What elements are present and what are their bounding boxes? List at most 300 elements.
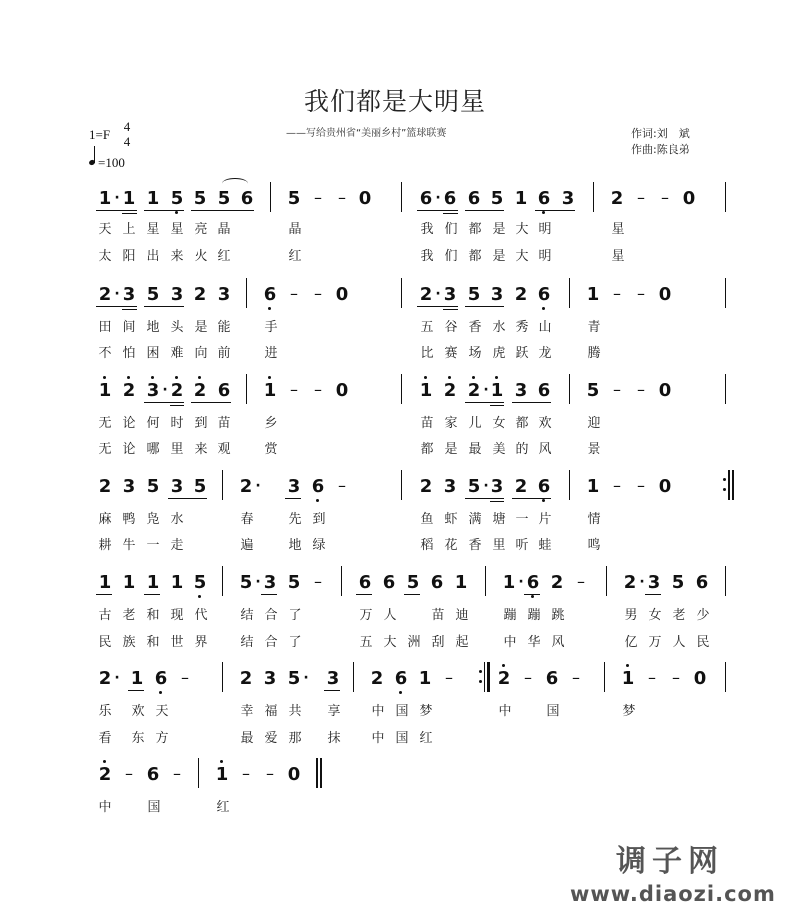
note: 0 [693, 668, 707, 689]
slur-icon [222, 178, 248, 189]
octave-up-dot-icon [268, 376, 271, 379]
lyric-char: 鱼 [420, 512, 434, 527]
key-signature: 1=F [89, 127, 111, 142]
rhythm-underline [417, 210, 458, 211]
song-subtitle: ——写给贵州省“美丽乡村”篮球联赛 [286, 128, 447, 139]
lyric-char: 虾 [444, 512, 458, 527]
rhythm-underline [490, 501, 504, 502]
note: 3 [146, 380, 160, 402]
note: 2 [98, 764, 112, 786]
lyric-char: 红 [419, 731, 433, 746]
rhythm-underline [144, 594, 160, 595]
lyric-char: 花 [444, 538, 458, 553]
note: 6 [537, 188, 551, 210]
lyric-char: 老 [672, 608, 686, 623]
note: 0 [335, 284, 349, 305]
note: 5 [586, 380, 600, 401]
lyric-char: 绿 [312, 538, 326, 553]
note: 2 [193, 284, 207, 305]
note: 2 [193, 380, 207, 402]
lyric-char: 欢 [538, 416, 552, 431]
rhythm-underline [524, 594, 540, 595]
lyric-char: 国 [546, 704, 560, 719]
note: 5 [406, 572, 420, 593]
lyric-char: 红 [217, 249, 231, 264]
note: 1 [98, 572, 112, 593]
barline [604, 662, 605, 692]
barline [353, 662, 354, 692]
sustain-dash: – [648, 668, 656, 687]
rhythm-underline [645, 594, 661, 595]
lyric-char: 出 [146, 249, 160, 264]
lyric-char: 前 [217, 346, 231, 361]
lyric-char: 不 [98, 346, 112, 361]
lyric-char: 香 [468, 538, 482, 553]
barline [593, 182, 594, 212]
octave-down-dot-icon [175, 211, 178, 214]
note: 2 [239, 476, 253, 497]
note: 6 [537, 380, 551, 401]
lyric-char: 五 [420, 320, 434, 335]
note: 2 [497, 668, 511, 690]
octave-up-dot-icon [198, 376, 201, 379]
rhythm-underline [261, 594, 277, 595]
lyric-char: 是 [444, 442, 458, 457]
lyric-char: 春 [240, 512, 254, 527]
lyric-char: 龙 [538, 346, 552, 361]
note: 3 [122, 476, 136, 497]
barline [198, 758, 199, 788]
lyric-char: 鸭 [122, 512, 136, 527]
lyric-char: 幸 [240, 704, 254, 719]
sustain-dash: – [181, 668, 189, 687]
lyric-char: 何 [146, 416, 160, 431]
octave-down-dot-icon [198, 595, 201, 598]
lyric-char: 牛 [122, 538, 136, 553]
augmentation-dot: · [255, 478, 261, 494]
sustain-dash: – [173, 764, 181, 783]
lyric-char: 先 [288, 512, 302, 527]
lyric-char: 方 [155, 731, 169, 746]
lyric-char: 人 [672, 635, 686, 650]
octave-down-dot-icon [542, 307, 545, 310]
note: 2 [122, 380, 136, 402]
lyric-char: 山 [538, 320, 552, 335]
barline [485, 566, 486, 596]
note: 6 [537, 476, 551, 498]
augmentation-dot: · [518, 574, 524, 590]
lyric-char: 福 [264, 704, 278, 719]
lyric-char: 爱 [264, 731, 278, 746]
tempo-value: =100 [98, 155, 125, 170]
lyric-char: 明 [538, 222, 552, 237]
sustain-dash: – [637, 188, 645, 207]
rhythm-underline [465, 306, 504, 307]
note: 1 [263, 380, 277, 402]
barline [270, 182, 271, 212]
lyric-char: 族 [122, 635, 136, 650]
lyric-char: 民 [98, 635, 112, 650]
rhythm-underline [443, 309, 458, 310]
lyric-char: 最 [468, 442, 482, 457]
note: 0 [658, 284, 672, 305]
note: 1 [122, 572, 136, 593]
rhythm-underline [443, 213, 458, 214]
lyric-char: 怕 [122, 346, 136, 361]
lyric-char: 少 [696, 608, 710, 623]
note: 6 [545, 668, 559, 689]
augmentation-dot: · [255, 574, 261, 590]
lyric-char: 享 [327, 704, 341, 719]
sustain-dash: – [661, 188, 669, 207]
lyric-char: 天 [98, 222, 112, 237]
note: 2 [550, 572, 564, 593]
note: 3 [287, 476, 301, 497]
lyric-char: 大 [515, 222, 529, 237]
rhythm-underline [144, 306, 184, 307]
octave-up-dot-icon [626, 664, 629, 667]
lyric-char: 谷 [444, 320, 458, 335]
rhythm-underline [465, 498, 504, 499]
lyric-char: 合 [264, 635, 278, 650]
sustain-dash: – [577, 572, 585, 591]
note: 1 [419, 380, 433, 402]
note: 6 [311, 476, 325, 498]
rhythm-underline [356, 594, 372, 595]
lyric-char: 中 [503, 635, 517, 650]
octave-down-dot-icon [542, 499, 545, 502]
note: 3 [490, 476, 504, 497]
lyric-char: 迪 [455, 608, 469, 623]
lyric-char: 天 [155, 704, 169, 719]
note: 3 [443, 476, 457, 497]
lyric-char: 中 [371, 731, 385, 746]
lyric-char: 共 [288, 704, 302, 719]
octave-up-dot-icon [502, 664, 505, 667]
lyric-char: 们 [444, 222, 458, 237]
note: 1 [586, 284, 600, 305]
lyric-char: 青 [587, 320, 601, 335]
note: 2 [98, 476, 112, 497]
note: 6 [240, 188, 254, 209]
notation-row [0, 756, 790, 792]
note: 6 [419, 188, 433, 209]
lyric-char: 都 [515, 416, 529, 431]
sustain-dash: – [290, 284, 298, 303]
lyric-char: 时 [170, 416, 184, 431]
augmentation-dot: · [114, 190, 120, 206]
note: 1 [621, 668, 635, 690]
note: 0 [658, 380, 672, 401]
lyric-char: 鸣 [587, 538, 601, 553]
rhythm-underline [417, 306, 458, 307]
lyric-char: 论 [122, 442, 136, 457]
lyric-char: 都 [420, 442, 434, 457]
lyric-char: 星 [146, 222, 160, 237]
lyric-char: 民 [696, 635, 710, 650]
lyric-char: 稻 [420, 538, 434, 553]
note: 5 [193, 188, 207, 209]
sustain-dash: – [338, 188, 346, 207]
sustain-dash: – [572, 668, 580, 687]
note: 1 [418, 668, 432, 689]
barline [569, 374, 570, 404]
rhythm-underline [170, 405, 184, 406]
lyric-char: 女 [648, 608, 662, 623]
barline [401, 278, 402, 308]
lyric-char: 到 [194, 416, 208, 431]
lyric-char: 阳 [122, 249, 136, 264]
note: 3 [561, 188, 575, 209]
lyric-char: 和 [146, 608, 160, 623]
lyric-char: 蹦 [503, 608, 517, 623]
note: 1 [215, 764, 229, 786]
note: 1 [146, 572, 160, 593]
barline [725, 662, 726, 692]
lyric-char: 走 [170, 538, 184, 553]
sustain-dash: – [242, 764, 250, 783]
lyric-char: 星 [611, 249, 625, 264]
note: 6 [443, 188, 457, 209]
lyric-char: 古 [98, 608, 112, 623]
lyric-char: 蛙 [538, 538, 552, 553]
sustain-dash: – [524, 668, 532, 687]
barline [401, 470, 402, 500]
barline [725, 374, 726, 404]
lyric-char: 人 [383, 608, 397, 623]
lyric-char: 世 [170, 635, 184, 650]
lyric-char: 片 [538, 512, 552, 527]
lyric-char: 男 [624, 608, 638, 623]
octave-up-dot-icon [495, 376, 498, 379]
rhythm-underline [191, 402, 231, 403]
notation-row [0, 372, 790, 408]
lyric-char: 水 [170, 512, 184, 527]
lyric-char: 风 [538, 442, 552, 457]
note: 2 [170, 380, 184, 402]
lyric-char: 凫 [146, 512, 160, 527]
lyric-char: 上 [122, 222, 136, 237]
octave-down-dot-icon [542, 211, 545, 214]
lyric-char: 观 [217, 442, 231, 457]
lyric-char: 论 [122, 416, 136, 431]
lyric-char: 听 [515, 538, 529, 553]
lyric-char: 来 [170, 249, 184, 264]
lyric-char: 亮 [194, 222, 208, 237]
lyric-char: 赛 [444, 346, 458, 361]
lyric-char: 华 [527, 635, 541, 650]
lyric-char: 风 [551, 635, 565, 650]
augmentation-dot: · [114, 670, 120, 686]
lyric-char: 中 [371, 704, 385, 719]
lyric-char: 到 [312, 512, 326, 527]
barline [341, 566, 342, 596]
rhythm-underline [144, 402, 184, 403]
sustain-dash: – [314, 188, 322, 207]
lyricist: 作词:刘 斌 [631, 127, 690, 140]
octave-down-dot-icon [531, 595, 534, 598]
barline [246, 374, 247, 404]
lyric-char: 国 [395, 704, 409, 719]
note: 3 [263, 668, 277, 689]
lyric-char: 和 [146, 635, 160, 650]
octave-up-dot-icon [103, 760, 106, 763]
note: 1 [490, 380, 504, 402]
rhythm-underline [285, 498, 301, 499]
lyric-char: 合 [264, 608, 278, 623]
lyric-char: 最 [240, 731, 254, 746]
lyric-char: 大 [515, 249, 529, 264]
barline [401, 374, 402, 404]
lyric-char: 手 [264, 320, 278, 335]
augmentation-dot: · [114, 286, 120, 302]
note: 3 [170, 476, 184, 497]
lyric-char: 美 [492, 442, 506, 457]
lyric-char: 国 [147, 800, 161, 815]
lyric-char: 无 [98, 442, 112, 457]
octave-down-dot-icon [268, 307, 271, 310]
note: 5 [467, 476, 481, 497]
lyric-char: 头 [170, 320, 184, 335]
octave-up-dot-icon [151, 376, 154, 379]
augmentation-dot: · [435, 190, 441, 206]
rhythm-underline [144, 210, 184, 211]
lyric-char: 亿 [624, 635, 638, 650]
note: 1 [454, 572, 468, 593]
lyric-char: 结 [240, 635, 254, 650]
octave-up-dot-icon [175, 376, 178, 379]
note: 1 [502, 572, 516, 593]
barline [222, 470, 223, 500]
watermark-site-url: www.diaozi.com [570, 882, 776, 906]
note: 5 [193, 476, 207, 497]
note: 3 [490, 284, 504, 305]
final-barline [316, 758, 324, 788]
lyric-char: 们 [444, 249, 458, 264]
note: 6 [467, 188, 481, 209]
lyric-char: 向 [194, 346, 208, 361]
note: 2 [610, 188, 624, 209]
lyric-char: 洲 [407, 635, 421, 650]
barline [569, 278, 570, 308]
note: 6 [146, 764, 160, 785]
sustain-dash: – [637, 476, 645, 495]
note: 1 [586, 476, 600, 497]
lyric-char: 赏 [264, 442, 278, 457]
sustain-dash: – [314, 572, 322, 591]
watermark-site-name: 调子网 [616, 844, 724, 879]
rhythm-underline [465, 402, 504, 403]
lyric-char: 麻 [98, 512, 112, 527]
lyric-char: 香 [468, 320, 482, 335]
lyric-char: 起 [455, 635, 469, 650]
sustain-dash: – [266, 764, 274, 783]
note: 2 [98, 668, 112, 689]
octave-up-dot-icon [448, 376, 451, 379]
lyric-char: 情 [587, 512, 601, 527]
note: 2 [514, 476, 528, 497]
octave-up-dot-icon [220, 760, 223, 763]
note: 2 [370, 668, 384, 689]
sustain-dash: – [613, 284, 621, 303]
barline [725, 278, 726, 308]
barline [222, 662, 223, 692]
lyric-char: 家 [444, 416, 458, 431]
sustain-dash: – [672, 668, 680, 687]
lyric-char: 万 [359, 608, 373, 623]
lyric-char: 场 [468, 346, 482, 361]
octave-up-dot-icon [424, 376, 427, 379]
sustain-dash: – [637, 380, 645, 399]
rhythm-underline [128, 690, 144, 691]
lyric-char: 难 [170, 346, 184, 361]
note: 5 [146, 284, 160, 305]
note: 1 [170, 572, 184, 593]
lyric-char: 是 [492, 222, 506, 237]
note: 1 [98, 188, 112, 209]
rhythm-underline [535, 210, 575, 211]
lyric-char: 能 [217, 320, 231, 335]
lyric-char: 那 [288, 731, 302, 746]
lyric-char: 万 [648, 635, 662, 650]
octave-down-dot-icon [159, 691, 162, 694]
lyric-char: 看 [98, 731, 112, 746]
note: 3 [170, 284, 184, 305]
notation-row [0, 660, 790, 696]
notation-row [0, 180, 790, 216]
augmentation-dot: · [435, 286, 441, 302]
note: 1 [122, 188, 136, 209]
notation-row [0, 564, 790, 600]
rhythm-underline [96, 210, 137, 211]
lyric-char: 地 [146, 320, 160, 335]
lyric-char: 苗 [431, 608, 445, 623]
sustain-dash: – [613, 380, 621, 399]
note: 5 [170, 188, 184, 210]
note: 2 [239, 668, 253, 689]
lyric-char: 中 [98, 800, 112, 815]
lyric-char: 间 [122, 320, 136, 335]
lyric-char: 无 [98, 416, 112, 431]
rhythm-underline [122, 309, 137, 310]
rhythm-underline [324, 690, 340, 691]
lyric-char: 大 [383, 635, 397, 650]
note: 0 [358, 188, 372, 209]
lyric-char: 里 [492, 538, 506, 553]
lyric-char: 是 [492, 249, 506, 264]
lyric-char: 苗 [420, 416, 434, 431]
lyric-char: 田 [98, 320, 112, 335]
lyric-char: 进 [264, 346, 278, 361]
lyric-char: 晶 [288, 222, 302, 237]
lyric-char: 火 [194, 249, 208, 264]
lyric-char: 蹦 [527, 608, 541, 623]
lyric-char: 太 [98, 249, 112, 264]
rhythm-underline [96, 306, 137, 307]
note: 5 [467, 284, 481, 305]
lyric-char: 来 [194, 442, 208, 457]
note: 0 [658, 476, 672, 497]
lyric-char: 东 [131, 731, 145, 746]
lyric-char: 国 [395, 731, 409, 746]
lyric-char: 红 [216, 800, 230, 815]
note: 3 [514, 380, 528, 401]
composer: 作曲:陈良弟 [631, 143, 690, 156]
lyric-char: 星 [170, 222, 184, 237]
notation-row [0, 276, 790, 312]
note: 5 [287, 572, 301, 593]
note: 3 [217, 284, 231, 305]
